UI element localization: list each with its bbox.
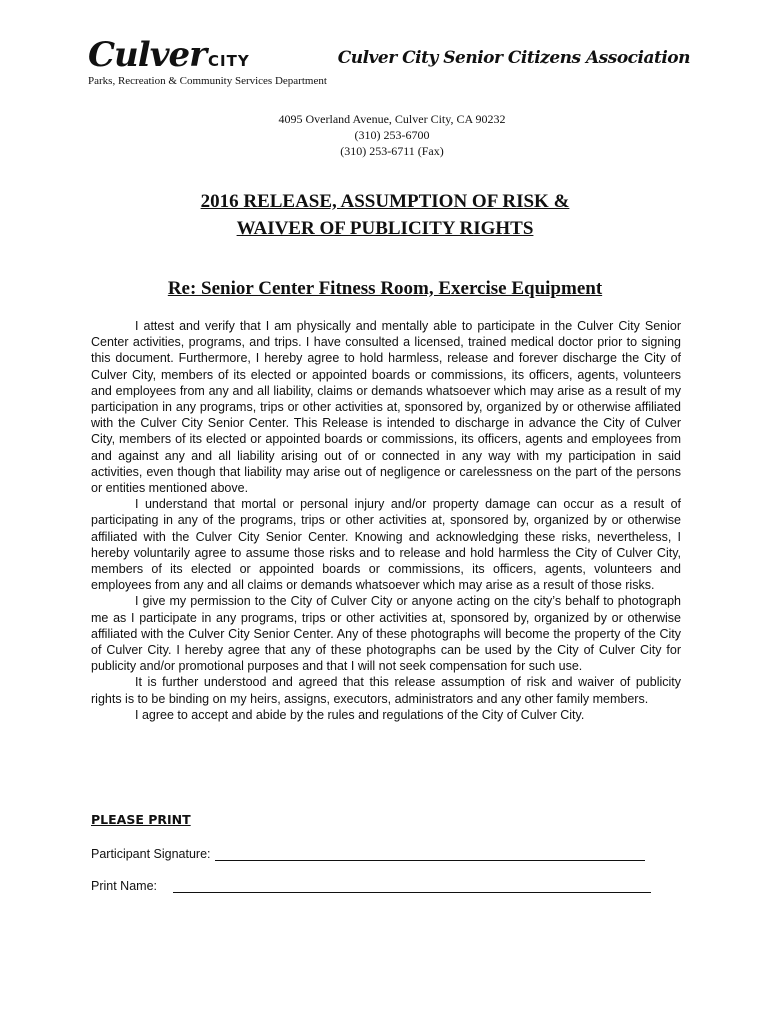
street-address: 4095 Overland Avenue, Culver City, CA 90232 bbox=[278, 112, 506, 126]
print-name-label: Print Name: bbox=[91, 879, 157, 893]
signature-line[interactable] bbox=[215, 846, 645, 861]
paragraph-risks: I understand that mortal or personal injury and/or property damage can occur as a result of participating in any of the programs, trips or other activities at, sponsored by, organized by or otherwise affiliated with the Culver City Senior Center. Knowing and acknowledging these risks, nevertheless, I hereby voluntarily agree to assume those risks and to release and hold harmless the City of Culver City, members of its elected or appointed boards or commissions, its officers, agents, volunteers and employees from any and all claims or demands whatsoever which may arise as a result of those risks. bbox=[91, 497, 681, 593]
print-name-line[interactable] bbox=[173, 878, 651, 893]
paragraph-rules: I agree to accept and abide by the rules and regulations of the City of Culver City. bbox=[135, 707, 585, 722]
signature-label: Participant Signature: bbox=[91, 847, 211, 861]
body-text bbox=[91, 318, 681, 723]
signature-field bbox=[91, 846, 645, 861]
paragraph-binding: It is further understood and agreed that this release assumption of risk and waiver of publicity rights is to be binding on my heirs, assigns, executors, administrators and any other family members. bbox=[91, 675, 681, 706]
paragraph-photo-permission: I give my permission to the City of Culver City or anyone acting on the city’s behalf to photograph me as I participate in any programs, trips or other activities at, sponsored by, organized by or otherwise affiliated with the Culver City Senior Center. Any of these photographs will become the property of the City of Culver City. I hereby agree that any of these photographs can be used by the City of Culver City for publicity and/or promotional purposes and that I will not seek compensation for such use. bbox=[91, 594, 681, 674]
department-name: Parks, Recreation & Community Services Department bbox=[88, 75, 327, 87]
document-title bbox=[0, 188, 770, 242]
logo-city-text: CITY bbox=[208, 52, 250, 70]
title-line-2: WAIVER OF PUBLICITY RIGHTS bbox=[236, 218, 534, 239]
logo-script-text: Culver bbox=[88, 35, 206, 75]
address-block bbox=[0, 111, 770, 159]
subject-line: Re: Senior Center Fitness Room, Exercise Equipment bbox=[167, 278, 603, 299]
print-name-field bbox=[91, 878, 651, 893]
culver-city-logo bbox=[88, 35, 327, 75]
title-line-1: 2016 RELEASE, ASSUMPTION OF RISK & bbox=[200, 191, 570, 212]
phone-number: (310) 253-6700 bbox=[354, 128, 430, 142]
fax-number: (310) 253-6711 (Fax) bbox=[340, 144, 444, 158]
header-logo-block bbox=[88, 35, 327, 87]
please-print-label: PLEASE PRINT bbox=[91, 812, 191, 827]
association-name: Culver City Senior Citizens Association bbox=[337, 48, 690, 68]
paragraph-attest: I attest and verify that I am physically and mentally able to participate in the Culver City Senior Center activities, programs, and trips. I have consulted a licensed, trained medical doctor prior to signing this document. Furthermore, I hereby agree to hold harmless, release and forever discharge the City of Culver City, members of its elected or appointed boards or commissions, its officers, agents, volunteers and employees from any and all liability, claims or demands whatsoever which may arise as a result of my participation in any programs, trips or other activities at, sponsored by, organized by or otherwise affiliated with the Culver City Senior Center. This Release is intended to discharge in advance the City of Culver City, members of its elected or appointed boards or commissions, its officers, agents and employees from and against any and all liability arising out of or connected in any way with my participation in said activities, even though that liability may arise out of negligence or carelessness on the part of the persons or entities mentioned above. bbox=[91, 319, 681, 496]
